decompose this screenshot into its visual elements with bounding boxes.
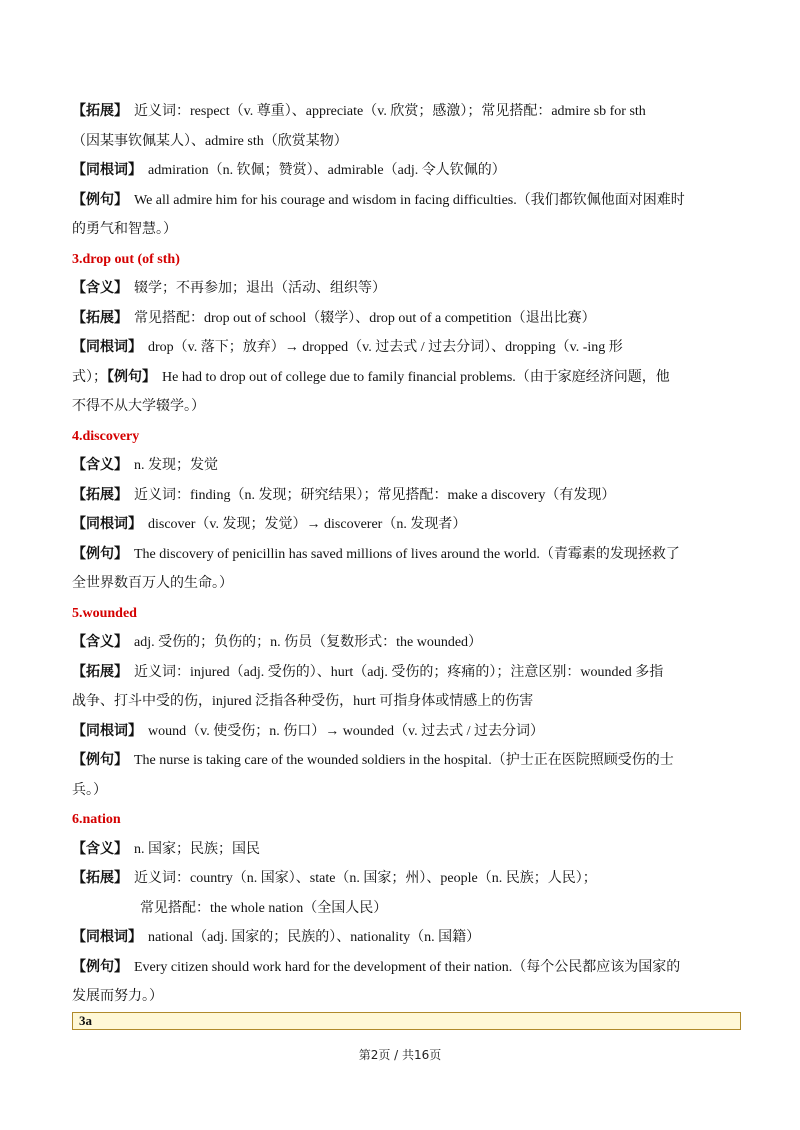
text-line — [72, 333, 732, 363]
entry-label: 【例句】 — [72, 192, 128, 208]
text-line — [72, 864, 732, 894]
entry-label: 【拓展】 — [72, 104, 128, 119]
entry-label: 【拓展】 — [72, 871, 128, 886]
entry-text: The nurse is taking care of the wounded soldiers in the hospital.（护士正在医院照顾受伤的士 — [134, 753, 674, 768]
text-line — [72, 776, 732, 806]
entry-text: 近义词：country（n. 国家）、state（n. 国家；州）、people（n. 民族；人民）； — [134, 871, 597, 886]
entry-text: 辍学；不再参加；退出（活动、组织等） — [134, 281, 386, 296]
entry-label: 【拓展】 — [72, 487, 128, 503]
text-line — [72, 658, 732, 688]
text-line — [72, 687, 732, 717]
text-line — [72, 215, 732, 245]
entry-text: discover（v. 发现；发觉）→ discoverer（n. 发现者） — [148, 517, 467, 532]
entry-label: 【含义】 — [72, 635, 128, 650]
entry-text: The discovery of penicillin has saved millions of lives around the world.（青霉素的发现拯救了 — [134, 546, 680, 562]
entry-text: 发展而努力。） — [72, 989, 163, 1004]
entry-text: drop（v. 落下；放弃）→ dropped（v. 过去式 / 过去分词）、dropping（v. -ing 形 — [148, 340, 623, 355]
entry-text: 不得不从大学辍学。） — [72, 399, 205, 414]
text-line — [72, 363, 732, 393]
entry-label: 【例句】 — [72, 959, 128, 975]
text-line — [72, 982, 732, 1012]
entry-text: We all admire him for his courage and wisdom in facing difficulties.（我们都钦佩他面对困难时 — [134, 192, 685, 208]
text-line — [72, 717, 732, 747]
entry-text: （因某事钦佩某人）、admire sth（欣赏某物） — [72, 133, 348, 149]
text-line — [72, 156, 732, 186]
page-footer: 第2页 / 共16页 — [358, 1048, 442, 1062]
text-line — [72, 746, 732, 776]
text-line — [72, 481, 732, 511]
entry-label: 【同根词】 — [72, 723, 142, 739]
entry-text: He had to drop out of college due to family financial problems.（由于家庭经济问题，他 — [162, 369, 670, 385]
entry-label: 【同根词】 — [72, 340, 142, 355]
entry-text: 常见搭配：drop out of school（辍学）、drop out of a competition（退出比赛） — [134, 310, 596, 326]
text-line — [72, 953, 732, 983]
entry-text: 战争、打斗中受的伤，injured 泛指各种受伤，hurt 可指身体或情感上的伤害 — [72, 694, 534, 709]
entry-text: 的勇气和智慧。） — [72, 222, 177, 237]
entry-text: Every citizen should work hard for the development of their nation.（每个公民都应该为国家的 — [134, 959, 681, 975]
entry-text: admiration（n. 钦佩；赞赏）、admirable（adj. 令人钦佩的） — [148, 163, 506, 178]
text-line — [72, 274, 732, 304]
entry-text: 常见搭配：the whole nation（全国人民） — [140, 900, 388, 916]
text-line — [72, 97, 732, 127]
text-line — [72, 304, 732, 334]
text-line — [72, 569, 732, 599]
entry-text: n. 发现；发觉 — [134, 458, 218, 473]
section-heading: 3.drop out (of sth) — [72, 251, 180, 267]
entry-label: 【含义】 — [72, 458, 128, 473]
text-line — [72, 540, 732, 570]
text-line — [72, 392, 732, 422]
entry-text: n. 国家；民族；国民 — [134, 841, 260, 857]
text-line — [72, 451, 732, 481]
entry-text: 式）； — [72, 369, 107, 385]
text-line — [72, 186, 732, 216]
entry-label: 【拓展】 — [72, 664, 128, 680]
text-line — [72, 894, 732, 924]
entry-label: 【同根词】 — [72, 163, 142, 178]
section-heading: 5.wounded — [72, 605, 137, 621]
text-line — [72, 923, 732, 953]
entry-text: 全世界数百万人的生命。） — [72, 576, 233, 591]
entry-text: adj. 受伤的；负伤的；n. 伤员（复数形式：the wounded） — [134, 635, 483, 650]
entry-label: 【例句】 — [72, 546, 128, 562]
entry-text: wound（v. 使受伤；n. 伤口）→ wounded（v. 过去式 / 过去分词） — [148, 723, 545, 739]
entry-label: 【例句】 — [72, 753, 128, 768]
entry-label: 【拓展】 — [72, 310, 128, 326]
entry-text: 兵。） — [72, 782, 107, 798]
entry-text: national（adj. 国家的；民族的）、nationality（n. 国籍） — [148, 930, 481, 945]
entry-label: 【同根词】 — [72, 517, 142, 532]
entry-label: 【含义】 — [72, 281, 128, 296]
entry-text: 近义词：injured（adj. 受伤的）、hurt（adj. 受伤的；疼痛的）；注意区别：wounded 多指 — [134, 664, 664, 680]
section-heading: 4.discovery — [72, 428, 140, 444]
entry-label: 【同根词】 — [72, 930, 142, 945]
text-line — [72, 628, 732, 658]
entry-label: 【含义】 — [72, 841, 128, 857]
entry-label: 【例句】 — [107, 369, 156, 385]
section-header-bar: 3a — [72, 1012, 741, 1030]
section-heading: 6.nation — [72, 812, 121, 827]
document-body — [72, 97, 732, 1012]
text-line — [72, 127, 732, 157]
text-line — [72, 510, 732, 540]
text-line — [72, 835, 732, 865]
entry-text: 近义词：finding（n. 发现；研究结果）；常见搭配：make a discovery（有发现） — [134, 487, 616, 503]
entry-text: 近义词：respect（v. 尊重）、appreciate（v. 欣赏；感激）；常见搭配：admire sb for sth — [134, 104, 646, 119]
